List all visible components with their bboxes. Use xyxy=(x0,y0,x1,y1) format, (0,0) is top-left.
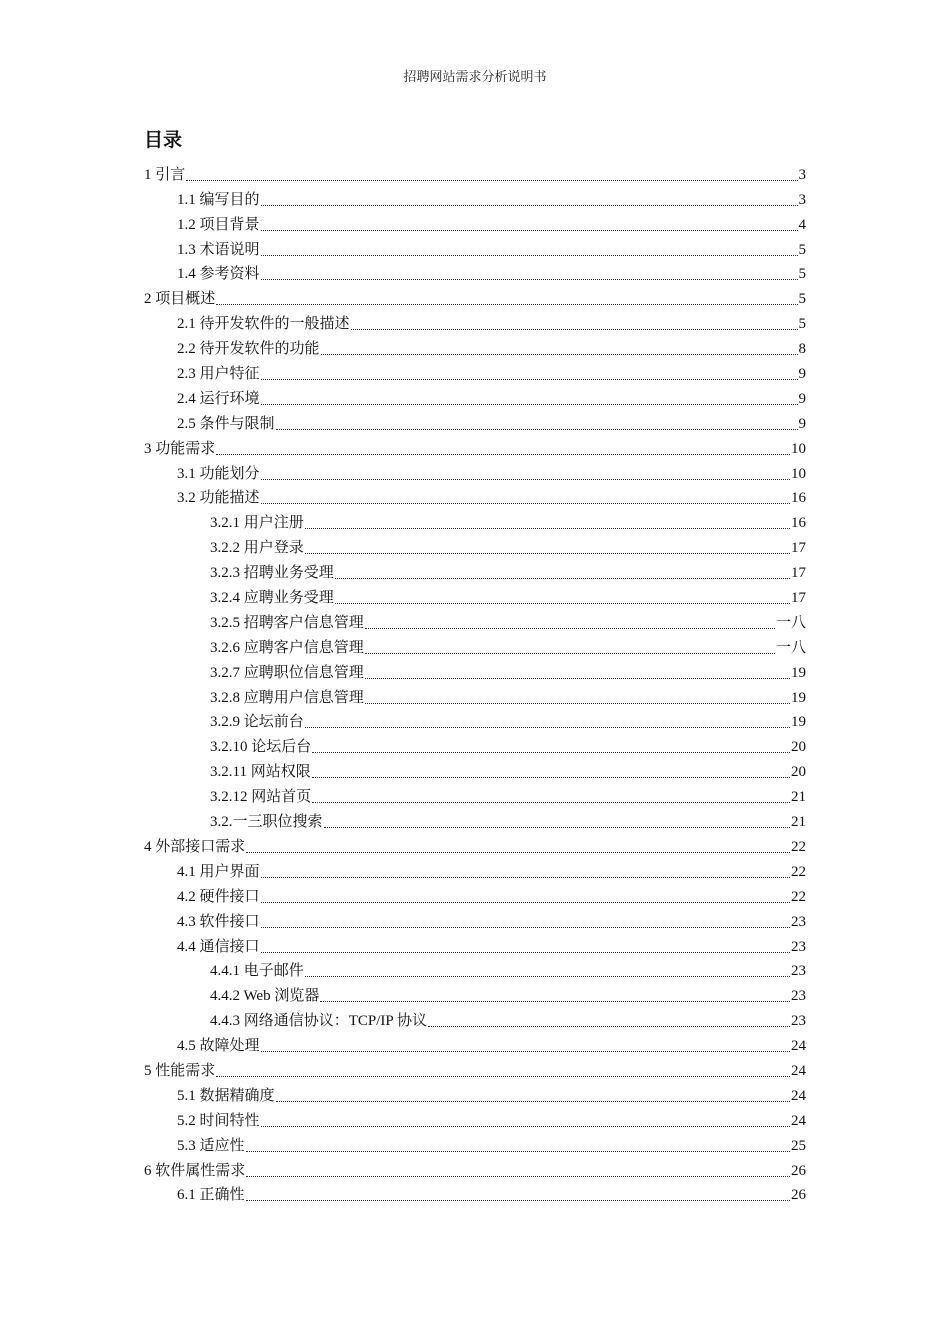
toc-entry-label: 1.1 编写目的 xyxy=(177,191,260,208)
toc-entry-label: 3.2.5 招聘客户信息管理 xyxy=(210,614,364,631)
toc-dot-leader xyxy=(365,664,790,679)
toc-entry-page: 25 xyxy=(791,1137,806,1154)
toc-entry-label: 2.4 运行环境 xyxy=(177,390,260,407)
toc-entry[interactable] xyxy=(144,1155,806,1180)
toc-entry-label: 3.2.11 网站权限 xyxy=(210,764,311,781)
toc-dot-leader xyxy=(216,290,797,305)
toc-dot-leader xyxy=(216,440,790,455)
toc-entry[interactable] xyxy=(144,433,806,458)
toc-dot-leader xyxy=(365,639,775,654)
toc-entry-page: 23 xyxy=(791,913,806,930)
toc-entry[interactable] xyxy=(144,358,806,383)
toc-entry-page: 一八 xyxy=(775,614,806,631)
toc-dot-leader xyxy=(246,1186,790,1201)
toc-entry-page: 24 xyxy=(791,1038,806,1055)
toc-entry[interactable] xyxy=(144,234,806,259)
toc-entry-label: 5 性能需求 xyxy=(144,1062,216,1079)
toc-entry[interactable] xyxy=(144,1105,806,1130)
toc-entry-page: 17 xyxy=(791,540,806,557)
toc-entry-label: 3.1 功能划分 xyxy=(177,465,260,482)
toc-entry-page: 22 xyxy=(791,838,806,855)
toc-entry-page: 19 xyxy=(791,714,806,731)
toc-entry[interactable] xyxy=(144,582,806,607)
toc-dot-leader xyxy=(305,539,790,554)
toc-entry[interactable] xyxy=(144,931,806,956)
toc-entry[interactable] xyxy=(144,980,806,1005)
toc-entry-label: 3.2.7 应聘职位信息管理 xyxy=(210,664,364,681)
toc-entry[interactable] xyxy=(144,657,806,682)
toc-dot-leader xyxy=(261,191,798,206)
toc-entry-label: 4.4.3 网络通信协议：TCP/IP 协议 xyxy=(210,1013,427,1030)
toc-dot-leader xyxy=(365,689,790,704)
toc-dot-leader xyxy=(351,315,798,330)
toc-entry[interactable] xyxy=(144,333,806,358)
toc-entry-page: 3 xyxy=(798,191,806,208)
toc-entry-label: 1.3 术语说明 xyxy=(177,241,260,258)
toc-entry-label: 6.1 正确性 xyxy=(177,1187,245,1204)
toc-entry-label: 3 功能需求 xyxy=(144,440,216,457)
toc-entry-label: 3.2.6 应聘客户信息管理 xyxy=(210,639,364,656)
toc-entry[interactable] xyxy=(144,1180,806,1205)
toc-entry-page: 23 xyxy=(791,938,806,955)
toc-dot-leader xyxy=(216,1062,790,1077)
toc-entry-page: 20 xyxy=(791,739,806,756)
toc-entry[interactable] xyxy=(144,507,806,532)
toc-entry[interactable] xyxy=(144,831,806,856)
toc-entry[interactable] xyxy=(144,756,806,781)
toc-entry-label: 3.2.12 网站首页 xyxy=(210,789,312,806)
toc-entry-page: 23 xyxy=(791,1013,806,1030)
table-of-contents xyxy=(144,159,806,1204)
toc-title: 目录 xyxy=(144,129,183,151)
toc-entry-label: 1.2 项目背景 xyxy=(177,216,260,233)
toc-entry-page: 19 xyxy=(791,664,806,681)
toc-entry[interactable] xyxy=(144,856,806,881)
toc-entry-label: 4.5 故障处理 xyxy=(177,1038,260,1055)
toc-entry[interactable] xyxy=(144,184,806,209)
toc-entry-label: 4.4.1 电子邮件 xyxy=(210,963,304,980)
toc-entry-page: 5 xyxy=(798,241,806,258)
toc-entry-label: 3.2.9 论坛前台 xyxy=(210,714,304,731)
toc-entry-page: 一八 xyxy=(775,639,806,656)
toc-entry[interactable] xyxy=(144,781,806,806)
toc-dot-leader xyxy=(246,838,790,853)
toc-entry-page: 8 xyxy=(798,341,806,358)
toc-entry-page: 20 xyxy=(791,764,806,781)
toc-entry-label: 4 外部接口需求 xyxy=(144,838,246,855)
toc-entry-page: 24 xyxy=(791,1062,806,1079)
toc-entry[interactable] xyxy=(144,707,806,732)
toc-entry-label: 3.2 功能描述 xyxy=(177,490,260,507)
toc-entry[interactable] xyxy=(144,483,806,508)
toc-dot-leader xyxy=(261,216,798,231)
toc-entry-label: 2.2 待开发软件的功能 xyxy=(177,341,320,358)
toc-dot-leader xyxy=(312,788,790,803)
toc-dot-leader xyxy=(305,514,790,529)
toc-entry[interactable] xyxy=(144,209,806,234)
toc-dot-leader xyxy=(186,166,797,181)
toc-entry[interactable] xyxy=(144,682,806,707)
toc-entry[interactable] xyxy=(144,557,806,582)
toc-dot-leader xyxy=(261,241,798,256)
toc-entry[interactable] xyxy=(144,906,806,931)
toc-dot-leader xyxy=(312,763,790,778)
toc-dot-leader xyxy=(261,913,790,928)
toc-dot-leader xyxy=(305,962,790,977)
toc-entry-label: 2.5 条件与限制 xyxy=(177,415,275,432)
toc-entry-label: 3.2.8 应聘用户信息管理 xyxy=(210,689,364,706)
toc-dot-leader xyxy=(324,813,790,828)
toc-entry-page: 5 xyxy=(798,266,806,283)
toc-entry-label: 1 引言 xyxy=(144,166,186,183)
toc-dot-leader xyxy=(261,863,790,878)
toc-entry[interactable] xyxy=(144,806,806,831)
toc-entry-label: 4.3 软件接口 xyxy=(177,913,260,930)
toc-entry-label: 5.3 适应性 xyxy=(177,1137,245,1154)
toc-dot-leader xyxy=(276,415,798,430)
toc-entry-page: 26 xyxy=(791,1162,806,1179)
toc-entry-page: 16 xyxy=(791,515,806,532)
toc-entry-page: 5 xyxy=(798,316,806,333)
toc-entry[interactable] xyxy=(144,532,806,557)
toc-entry-label: 4.2 硬件接口 xyxy=(177,888,260,905)
toc-entry-label: 6 软件属性需求 xyxy=(144,1162,246,1179)
toc-dot-leader xyxy=(335,589,790,604)
toc-entry-page: 22 xyxy=(791,863,806,880)
toc-entry-page: 19 xyxy=(791,689,806,706)
toc-entry-label: 4.1 用户界面 xyxy=(177,863,260,880)
toc-entry-label: 5.1 数据精确度 xyxy=(177,1087,275,1104)
toc-entry[interactable] xyxy=(144,283,806,308)
toc-entry[interactable] xyxy=(144,731,806,756)
toc-entry-label: 3.2.2 用户登录 xyxy=(210,540,304,557)
toc-dot-leader xyxy=(246,1137,790,1152)
toc-entry-page: 21 xyxy=(791,789,806,806)
toc-entry-label: 1.4 参考资料 xyxy=(177,266,260,283)
toc-entry[interactable] xyxy=(144,408,806,433)
toc-entry-page: 9 xyxy=(798,390,806,407)
toc-entry[interactable] xyxy=(144,956,806,981)
toc-dot-leader xyxy=(261,465,790,480)
toc-entry-label: 3.2.3 招聘业务受理 xyxy=(210,565,334,582)
toc-entry[interactable] xyxy=(144,1080,806,1105)
toc-entry[interactable] xyxy=(144,458,806,483)
toc-entry[interactable] xyxy=(144,607,806,632)
toc-dot-leader xyxy=(321,340,798,355)
toc-entry[interactable] xyxy=(144,632,806,657)
toc-entry-label: 3.2.1 用户注册 xyxy=(210,515,304,532)
toc-entry[interactable] xyxy=(144,1005,806,1030)
toc-entry-page: 10 xyxy=(791,465,806,482)
toc-dot-leader xyxy=(365,614,775,629)
toc-entry-label: 5.2 时间特性 xyxy=(177,1112,260,1129)
toc-entry[interactable] xyxy=(144,159,806,184)
toc-dot-leader xyxy=(276,1087,790,1102)
toc-entry-page: 9 xyxy=(798,415,806,432)
toc-dot-leader xyxy=(261,938,790,953)
toc-entry-page: 26 xyxy=(791,1187,806,1204)
toc-entry[interactable] xyxy=(144,383,806,408)
toc-entry[interactable] xyxy=(144,1030,806,1055)
toc-entry-label: 2.3 用户特征 xyxy=(177,366,260,383)
toc-entry-label: 4.4 通信接口 xyxy=(177,938,260,955)
toc-entry-page: 17 xyxy=(791,590,806,607)
toc-entry[interactable] xyxy=(144,1130,806,1155)
toc-entry[interactable] xyxy=(144,881,806,906)
toc-entry-label: 2.1 待开发软件的一般描述 xyxy=(177,316,350,333)
toc-dot-leader xyxy=(261,365,798,380)
toc-entry[interactable] xyxy=(144,308,806,333)
toc-entry-page: 24 xyxy=(791,1112,806,1129)
toc-entry-page: 22 xyxy=(791,888,806,905)
toc-dot-leader xyxy=(305,713,790,728)
toc-dot-leader xyxy=(261,265,798,280)
toc-dot-leader xyxy=(261,1112,790,1127)
toc-dot-leader xyxy=(335,564,790,579)
toc-dot-leader xyxy=(261,888,790,903)
toc-entry-label: 3.2.10 论坛后台 xyxy=(210,739,312,756)
toc-dot-leader xyxy=(320,987,790,1002)
toc-entry-page: 3 xyxy=(798,166,806,183)
toc-entry-page: 4 xyxy=(798,216,806,233)
page-header: 招聘网站需求分析说明书 xyxy=(403,69,547,84)
toc-entry-label: 2 项目概述 xyxy=(144,291,216,308)
toc-dot-leader xyxy=(261,390,798,405)
toc-entry-page: 16 xyxy=(791,490,806,507)
toc-entry-page: 23 xyxy=(791,988,806,1005)
toc-entry-page: 10 xyxy=(791,440,806,457)
toc-dot-leader xyxy=(261,489,790,504)
toc-entry-page: 9 xyxy=(798,366,806,383)
toc-entry-page: 23 xyxy=(791,963,806,980)
toc-dot-leader xyxy=(312,738,790,753)
toc-entry-page: 5 xyxy=(798,291,806,308)
toc-entry-label: 4.4.2 Web 浏览器 xyxy=(210,988,320,1005)
toc-entry[interactable] xyxy=(144,1055,806,1080)
toc-dot-leader xyxy=(246,1162,790,1177)
toc-entry-label: 3.2.一三职位搜索 xyxy=(210,814,323,831)
toc-entry[interactable] xyxy=(144,259,806,284)
toc-dot-leader xyxy=(428,1012,790,1027)
toc-entry-page: 21 xyxy=(791,814,806,831)
toc-entry-page: 17 xyxy=(791,565,806,582)
toc-entry-label: 3.2.4 应聘业务受理 xyxy=(210,590,334,607)
toc-dot-leader xyxy=(261,1037,790,1052)
toc-entry-page: 24 xyxy=(791,1087,806,1104)
